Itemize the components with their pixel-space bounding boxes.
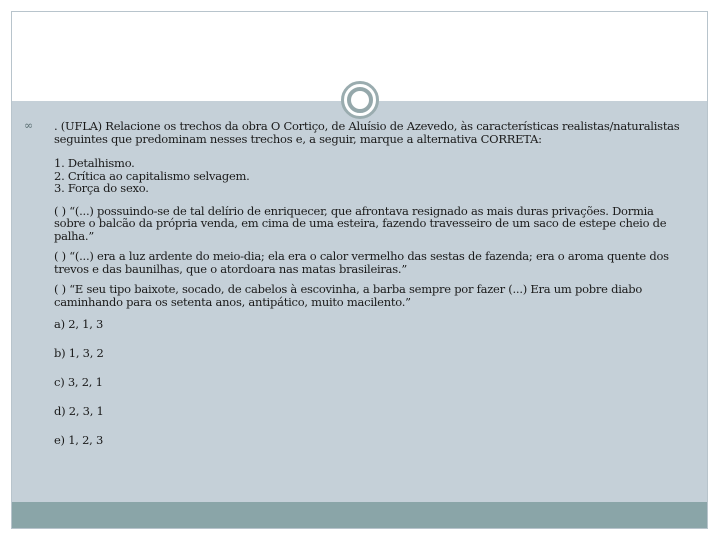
answer-options bbox=[54, 318, 684, 463]
characteristic-item: 2. Crítica ao capitalismo selvagem. bbox=[54, 168, 250, 183]
infinity-bullet-icon: ∞ bbox=[24, 119, 33, 132]
characteristic-item: 3. Força do sexo. bbox=[54, 181, 149, 195]
characteristics-list bbox=[54, 157, 684, 195]
option-b: b) 1, 3, 2 bbox=[54, 346, 104, 360]
excerpt-3: ( ) “E seu tipo baixote, socado, de cabelos à escovinha, a barba sempre por fazer (...) Era um pobre diabo caminhando para os setenta anos, antipático, muito macilento.” bbox=[54, 282, 643, 309]
decorative-circle-icon bbox=[341, 81, 379, 119]
excerpt-1: ( ) “(...) possuindo-se de tal delírio de enriquecer, que afrontava resignado as mais duras privações. Dormia sobre o balcão da própria venda, em cima de uma esteira, fazendo travesseiro de um saco de estepe cheio de palha.” bbox=[54, 203, 667, 243]
slide-body bbox=[24, 120, 684, 463]
option-c: c) 3, 2, 1 bbox=[54, 375, 103, 389]
characteristic-item: 1. Detalhismo. bbox=[54, 156, 135, 170]
option-e: e) 1, 2, 3 bbox=[54, 433, 104, 447]
option-d: d) 2, 3, 1 bbox=[54, 404, 104, 418]
question-bullet bbox=[24, 120, 684, 145]
excerpt-2: ( ) “(...) era a luz ardente do meio-dia; ela era o calor vermelho das sestas de fazenda; era o aroma quente dos trevos e das baunilhas, que o atordoara nas matas brasileiras.” bbox=[54, 249, 669, 276]
footer-bar bbox=[12, 502, 707, 528]
question-text: . (UFLA) Relacione os trechos da obra O Cortiço, de Aluísio de Azevedo, às características realistas/naturalistas seguintes que predominam nesses trechos e, a seguir, marque a alternativa CORRETA: bbox=[54, 119, 680, 146]
option-a: a) 2, 1, 3 bbox=[54, 317, 104, 331]
